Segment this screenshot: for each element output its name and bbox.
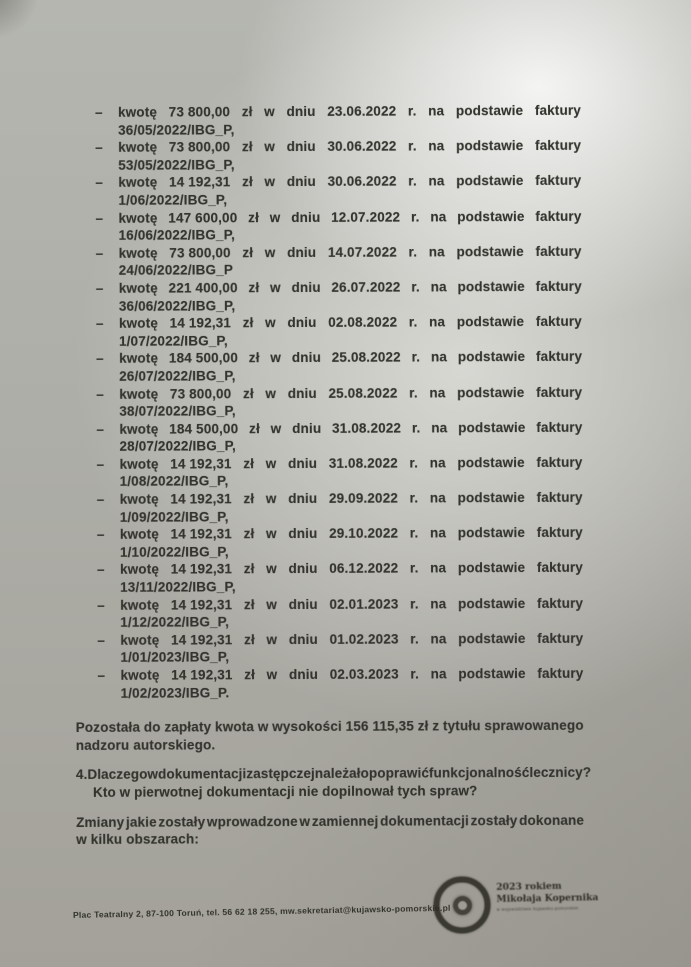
word-kwote: kwotę — [120, 632, 160, 648]
word-na: na — [430, 596, 447, 612]
payment-amount: 184 500,00 — [169, 420, 239, 437]
word-faktury: faktury — [537, 630, 584, 646]
invoice-number: 1/12/2022/IBG_P, — [120, 614, 230, 631]
word-r: r. — [410, 631, 419, 647]
question-4-heading — [75, 764, 592, 801]
word-faktury: faktury — [535, 173, 582, 189]
payment-date: 30.06.2022 — [327, 138, 397, 155]
word-zl: zł — [242, 385, 254, 401]
paragraph-line — [76, 717, 584, 737]
word: kwota — [214, 719, 255, 735]
word-podstawie: podstawie — [456, 173, 524, 189]
payment-date: 06.12.2022 — [329, 561, 399, 577]
payment-entry — [74, 243, 582, 280]
word-dniu: dniu — [286, 139, 316, 155]
payment-date: 23.06.2022 — [327, 103, 397, 119]
invoice-number: 36/05/2022/IBG_P, — [118, 121, 235, 138]
word: należało — [314, 766, 369, 782]
word-zl: zł — [243, 456, 255, 472]
payment-date: 02.08.2022 — [328, 314, 398, 331]
payment-amount: 14 192,31 — [168, 174, 231, 190]
word: do — [143, 719, 161, 735]
word-dniu: dniu — [288, 526, 318, 542]
word-w: w — [264, 139, 276, 155]
invoice-number: 24/06/2022/IBG_P — [118, 262, 233, 279]
payment-amount: 73 800,00 — [168, 139, 231, 155]
bullet-dash: – — [97, 562, 105, 578]
bullet-dash: – — [95, 315, 104, 332]
word-dniu: dniu — [291, 209, 321, 225]
payment-amount: 14 192,31 — [170, 561, 233, 578]
question-line: Kto w pierwotnej dokumentacji nie dopilnował tych spraw? — [92, 783, 478, 800]
bullet-dash: – — [96, 491, 105, 507]
word-podstawie: podstawie — [457, 208, 525, 224]
word: Pozostała — [75, 719, 141, 736]
word-faktury: faktury — [535, 313, 582, 330]
payment-date: 12.07.2022 — [331, 209, 401, 225]
word-r: r. — [409, 490, 419, 506]
word-r: r. — [408, 173, 417, 189]
payment-amount: 73 800,00 — [169, 385, 232, 402]
remaining-amount-paragraph — [76, 717, 584, 754]
word-faktury: faktury — [535, 243, 582, 259]
word-dniu: dniu — [288, 596, 318, 612]
word-dniu: dniu — [288, 561, 318, 577]
bullet-dash: – — [96, 421, 105, 437]
payment-amount: 147 600,00 — [168, 209, 238, 226]
word-faktury: faktury — [537, 665, 584, 681]
word-w: w — [266, 526, 277, 542]
payment-line — [119, 383, 582, 403]
word-w: w — [265, 491, 277, 507]
payment-date: 14.07.2022 — [327, 244, 397, 260]
word-w: w — [265, 385, 277, 401]
word-dniu: dniu — [288, 491, 318, 507]
word-faktury: faktury — [536, 419, 583, 435]
word-r: r. — [409, 525, 419, 541]
word-r: r. — [408, 244, 418, 260]
word-r: r. — [409, 384, 418, 401]
question-line — [75, 764, 592, 784]
word-podstawie: podstawie — [458, 630, 526, 647]
word-zl: zł — [241, 139, 253, 155]
word-na: na — [428, 244, 445, 260]
word: Zmiany — [76, 814, 125, 830]
payment-date: 31.08.2022 — [328, 455, 398, 471]
word-na: na — [430, 560, 447, 576]
word-podstawie: podstawie — [457, 454, 525, 471]
bullet-dash: – — [97, 667, 106, 683]
word-faktury: faktury — [535, 208, 582, 224]
word-podstawie: podstawie — [457, 349, 526, 365]
word-kwote: kwotę — [118, 245, 158, 261]
payment-entry — [74, 383, 582, 420]
payment-entry — [73, 207, 581, 244]
word-zl: zł — [248, 350, 260, 366]
word-kwote: kwotę — [119, 491, 159, 507]
bullet-dash: – — [96, 456, 105, 472]
word-dniu: dniu — [291, 350, 321, 366]
word-r: r. — [408, 314, 418, 330]
bullet-dash: – — [97, 632, 106, 648]
word-r: r. — [411, 349, 421, 365]
word-r: r. — [407, 103, 417, 119]
word: 4. — [75, 767, 88, 783]
word-podstawie: podstawie — [455, 138, 524, 154]
word-kwote: kwotę — [119, 421, 159, 437]
payment-date: 29.10.2022 — [329, 525, 399, 542]
word-na: na — [430, 666, 447, 682]
word: zł — [417, 718, 429, 734]
payment-list — [73, 102, 584, 702]
payment-amount: 221 400,00 — [168, 280, 238, 296]
word-podstawie: podstawie — [457, 525, 526, 541]
payment-amount: 14 192,31 — [170, 632, 233, 648]
word: dokumentacji — [380, 812, 469, 829]
word-zl: zł — [242, 244, 254, 261]
word: zastępczej — [246, 766, 315, 782]
payment-line — [119, 278, 582, 298]
word-kwote: kwotę — [118, 104, 158, 120]
word-zl: zł — [241, 104, 253, 120]
word-kwote: kwotę — [118, 139, 158, 155]
word: zapłaty — [164, 719, 212, 735]
word-faktury: faktury — [534, 102, 581, 118]
word: z — [432, 718, 440, 734]
word: lecznicy? — [529, 765, 592, 781]
word-dniu: dniu — [288, 455, 318, 471]
word-faktury: faktury — [536, 525, 583, 541]
word: poprawić — [368, 765, 430, 782]
invoice-number: 1/02/2023/IBG_P. — [120, 684, 230, 701]
word-dniu: dniu — [286, 103, 316, 120]
payment-line — [119, 348, 582, 368]
payment-line — [120, 665, 583, 685]
word: zamiennej — [311, 813, 379, 829]
word-na: na — [430, 631, 447, 647]
payment-amount: 73 800,00 — [169, 245, 231, 261]
word-na: na — [430, 349, 448, 365]
word-na: na — [429, 314, 446, 330]
word-w: w — [265, 455, 277, 472]
word: zostały — [158, 813, 206, 830]
payment-entry — [74, 418, 582, 455]
invoice-number: 38/07/2022/IBG_P, — [119, 403, 236, 419]
word-kwote: kwotę — [119, 350, 159, 367]
word-kwote: kwotę — [118, 175, 158, 191]
word-w: w — [266, 667, 278, 683]
payment-line — [120, 559, 583, 579]
invoice-number: 36/06/2022/IBG_P, — [118, 297, 236, 314]
document-body — [73, 102, 592, 861]
invoice-number: 1/01/2023/IBG_P, — [120, 649, 230, 666]
payment-date: 25.08.2022 — [328, 385, 398, 401]
word-dniu: dniu — [286, 174, 316, 190]
invoice-number: 1/10/2022/IBG_P, — [119, 544, 229, 560]
payment-line — [119, 313, 582, 333]
word-podstawie: podstawie — [457, 595, 526, 611]
word-zl: zł — [248, 280, 260, 296]
payment-entry — [75, 594, 583, 631]
word-faktury: faktury — [536, 489, 583, 506]
payment-line — [119, 418, 582, 438]
payment-line — [120, 594, 583, 614]
word-kwote: kwotę — [120, 667, 160, 683]
payment-date: 30.06.2022 — [327, 173, 397, 190]
word-zl: zł — [244, 667, 256, 683]
word-r: r. — [411, 279, 420, 295]
payment-date: 02.01.2023 — [329, 596, 399, 612]
payment-date: 01.02.2023 — [329, 631, 399, 647]
word-zl: zł — [244, 632, 255, 648]
word-dniu: dniu — [287, 385, 317, 401]
word-kwote: kwotę — [119, 562, 160, 578]
bullet-dash: – — [95, 210, 104, 226]
word-w: w — [266, 631, 278, 647]
bullet-dash: – — [96, 527, 105, 543]
bullet-dash: – — [95, 140, 103, 156]
word-r: r. — [409, 455, 419, 471]
word-zl: zł — [242, 174, 253, 190]
logo-caption-line1: 2023 rokiem — [496, 880, 562, 893]
word-dniu: dniu — [288, 631, 318, 647]
word-kwote: kwotę — [119, 386, 159, 402]
bullet-dash: – — [95, 104, 103, 120]
word-r: r. — [408, 138, 417, 154]
word-podstawie: podstawie — [457, 560, 526, 576]
word-na: na — [431, 420, 448, 436]
payment-amount: 73 800,00 — [168, 104, 231, 120]
logo-caption-line3: w województwie kujawsko-pomorskim — [496, 904, 579, 912]
word-zl: zł — [243, 526, 255, 542]
word-podstawie: podstawie — [457, 384, 525, 400]
payment-line — [118, 172, 581, 192]
word-podstawie: podstawie — [456, 243, 524, 260]
invoice-number: 1/07/2022/IBG_P, — [119, 333, 228, 349]
payment-amount: 14 192,31 — [171, 667, 233, 683]
word-zl: zł — [249, 420, 260, 436]
word-na: na — [429, 384, 446, 400]
payment-date: 31.08.2022 — [332, 420, 402, 436]
word-kwote: kwotę — [119, 526, 159, 543]
payment-entry — [73, 137, 581, 174]
word-na: na — [428, 173, 445, 189]
word: wprowadzone — [206, 813, 298, 829]
word: tytułu — [442, 718, 481, 734]
paragraph-line: nadzoru autorskiego. — [75, 737, 216, 753]
word-faktury: faktury — [535, 278, 582, 294]
payment-line — [120, 454, 583, 474]
payment-line — [118, 207, 581, 227]
word-podstawie: podstawie — [456, 314, 525, 330]
word-zl: zł — [242, 315, 254, 331]
word-podstawie: podstawie — [455, 103, 524, 119]
invoice-number: 13/11/2022/IBG_P, — [120, 579, 236, 595]
word-r: r. — [409, 560, 419, 576]
word-na: na — [430, 208, 447, 225]
word-r: r. — [411, 420, 421, 436]
footer-address: Plac Teatralny 2, 87-100 Toruń, tel. 56 62 18 255, mw.sekretariat@kujawsko-pomorskie.pl — [72, 902, 451, 920]
word-w: w — [270, 280, 281, 296]
word-podstawie: podstawie — [457, 490, 525, 506]
word-dniu: dniu — [291, 279, 321, 295]
payment-line — [120, 489, 583, 509]
sun-symbol-icon — [433, 876, 491, 934]
payment-line — [119, 243, 582, 263]
word-w: w — [264, 104, 275, 120]
sun-center-dot-icon — [452, 895, 471, 914]
word-faktury: faktury — [536, 454, 583, 470]
payment-line — [118, 102, 581, 122]
word-w: w — [266, 561, 277, 577]
word: sprawowanego — [484, 717, 584, 734]
word-podstawie: podstawie — [458, 666, 526, 682]
invoice-number: 26/07/2022/IBG_P, — [119, 368, 236, 384]
word-r: r. — [410, 596, 419, 612]
word-w: w — [265, 315, 276, 331]
word-faktury: faktury — [536, 595, 584, 611]
bullet-dash: – — [95, 245, 104, 261]
word-kwote: kwotę — [118, 315, 159, 331]
invoice-number: 28/07/2022/IBG_P, — [119, 438, 236, 455]
payment-line — [120, 524, 583, 544]
invoice-number: 16/06/2022/IBG_P, — [118, 227, 235, 243]
changes-paragraph — [76, 811, 584, 848]
payment-entry — [73, 172, 581, 209]
payment-date: 26.07.2022 — [331, 279, 401, 295]
word-na: na — [429, 490, 446, 506]
invoice-number: 1/09/2022/IBG_P, — [119, 508, 229, 525]
word: w — [147, 767, 159, 783]
logo-caption-line2: Mikołaja Kopernika — [496, 891, 599, 905]
payment-entry — [75, 559, 583, 596]
word-kwote: kwotę — [119, 456, 159, 472]
payment-entry — [75, 454, 583, 491]
word: w — [299, 813, 311, 829]
word: wysokości — [272, 719, 342, 735]
bullet-dash: – — [96, 386, 104, 402]
word-r: r. — [410, 209, 420, 225]
word-kwote: kwotę — [118, 280, 158, 296]
payment-entry — [75, 524, 583, 561]
word-w: w — [266, 596, 278, 612]
word-kwote: kwotę — [118, 210, 158, 226]
word-kwote: kwotę — [120, 597, 160, 613]
word-na: na — [429, 525, 447, 541]
payment-amount: 14 192,31 — [170, 596, 233, 613]
word-faktury: faktury — [534, 137, 582, 154]
word-zl: zł — [243, 561, 255, 577]
payment-amount: 184 500,00 — [168, 350, 239, 366]
invoice-number: 53/05/2022/IBG_P, — [118, 157, 235, 173]
payment-amount: 14 192,31 — [170, 491, 232, 507]
word-na: na — [428, 103, 445, 119]
word-w: w — [264, 174, 276, 190]
payment-date: 25.08.2022 — [331, 349, 401, 366]
word: dokonane — [519, 812, 585, 828]
payment-entry — [75, 630, 583, 667]
payment-entry — [74, 278, 582, 315]
word: funkcjonalność — [428, 765, 530, 781]
payment-entry — [74, 348, 582, 385]
word-w: w — [270, 420, 282, 436]
word-faktury: faktury — [535, 349, 583, 365]
word-zl: zł — [248, 209, 260, 225]
word-faktury: faktury — [536, 384, 583, 400]
invoice-number: 1/08/2022/IBG_P, — [119, 473, 229, 490]
word-faktury: faktury — [536, 560, 583, 576]
word-w: w — [270, 350, 282, 366]
bullet-dash: – — [95, 280, 104, 296]
word-w: w — [269, 209, 281, 225]
bullet-dash: – — [97, 597, 105, 613]
word-dniu: dniu — [287, 315, 317, 331]
paragraph-line — [76, 811, 584, 831]
payment-line — [118, 137, 581, 157]
invoice-number: 1/06/2022/IBG_P, — [118, 192, 228, 208]
word-podstawie: podstawie — [457, 278, 525, 295]
word-na: na — [428, 138, 445, 154]
payment-entry — [73, 102, 581, 139]
paragraph-line: w kilku obszarach: — [76, 831, 199, 848]
payment-amount: 14 192,31 — [170, 456, 232, 472]
payment-amount: 14 192,31 — [169, 315, 232, 331]
payment-date: 02.03.2023 — [329, 666, 399, 682]
word-na: na — [430, 279, 447, 295]
payment-entry — [75, 665, 583, 702]
word: w — [257, 719, 269, 735]
word: dokumentacji — [158, 766, 247, 783]
word: jakie — [125, 814, 157, 830]
word-zl: zł — [243, 596, 255, 612]
logo-caption — [496, 880, 606, 911]
bullet-dash: – — [96, 351, 104, 367]
word-dniu: dniu — [292, 420, 322, 436]
payment-date: 29.09.2022 — [328, 490, 399, 506]
word-dniu: dniu — [288, 666, 319, 683]
word: 156 115,35 — [345, 718, 414, 735]
bullet-dash: – — [95, 175, 104, 191]
word-r: r. — [410, 666, 420, 682]
word-zl: zł — [243, 491, 255, 507]
word: zostały — [470, 812, 518, 828]
word-podstawie: podstawie — [458, 419, 526, 436]
payment-line — [120, 630, 583, 650]
word: Dlaczego — [87, 767, 148, 783]
word-dniu: dniu — [287, 244, 317, 260]
payment-amount: 14 192,31 — [170, 526, 232, 542]
payment-entry — [74, 313, 582, 350]
word-w: w — [264, 244, 276, 260]
word-na: na — [429, 455, 446, 471]
payment-entry — [75, 489, 583, 526]
